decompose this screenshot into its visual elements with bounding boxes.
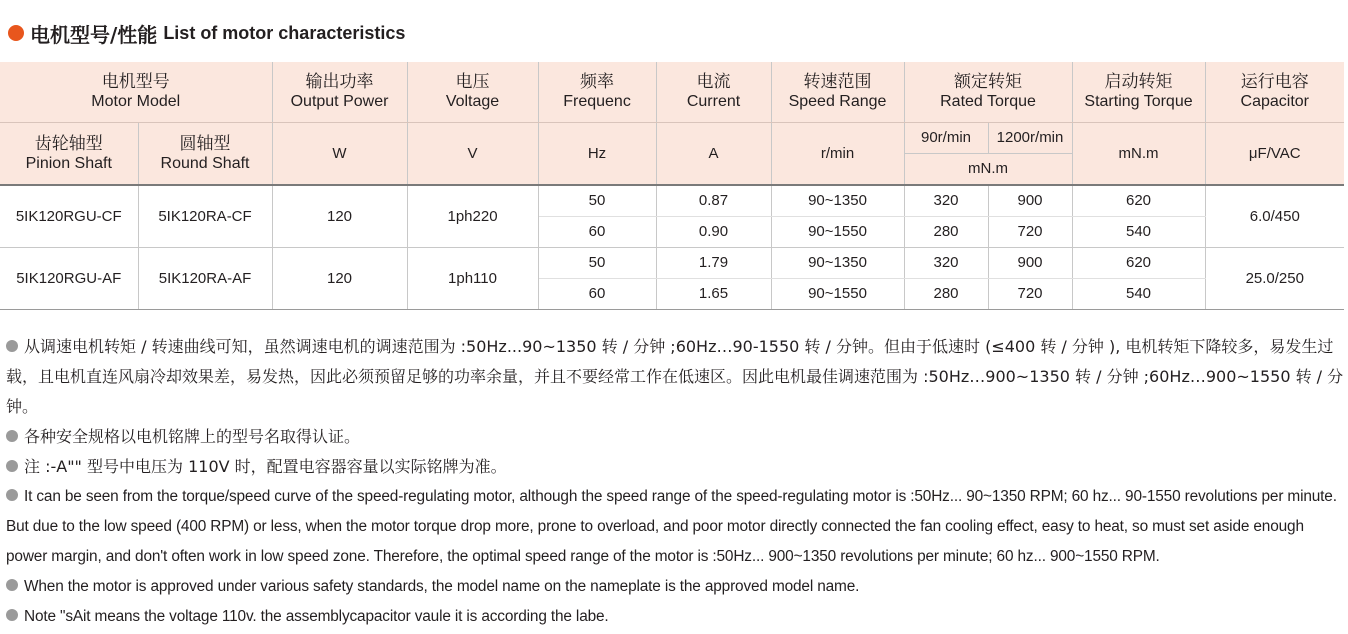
heading-en: List of motor characteristics <box>163 22 406 43</box>
unit-frequency: Hz <box>538 123 656 186</box>
cell-power: 120 <box>272 185 407 248</box>
unit-current: A <box>656 123 771 186</box>
note-en-2: When the motor is approved under various safety standards, the model name on the nameplate is the approved model name. <box>6 572 1346 602</box>
cell-t90: 280 <box>904 279 988 310</box>
cell-speed: 90~1350 <box>771 248 904 279</box>
table-row <box>0 185 1344 217</box>
bullet-icon <box>6 430 18 442</box>
header-rated-torque: 额定转矩 Rated Torque <box>904 62 1072 123</box>
cell-t90: 320 <box>904 248 988 279</box>
header-voltage: 电压 Voltage <box>407 62 538 123</box>
heading-zh: 电机型号/性能 <box>30 22 158 47</box>
unit-starting-torque: mN.m <box>1072 123 1205 186</box>
header-capacitor: 运行电容 Capacitor <box>1205 62 1344 123</box>
cell-pinion: 5IK120RGU-AF <box>0 248 138 310</box>
header-current: 电流 Current <box>656 62 771 123</box>
cell-round: 5IK120RA-AF <box>138 248 272 310</box>
cell-capacitor: 6.0/450 <box>1205 185 1344 248</box>
header-output-power: 输出功率 Output Power <box>272 62 407 123</box>
cell-hz: 60 <box>538 279 656 310</box>
cell-hz: 60 <box>538 217 656 248</box>
bullet-icon <box>6 609 18 621</box>
cell-voltage: 1ph110 <box>407 248 538 310</box>
section-heading <box>8 18 405 48</box>
header-pinion-shaft: 齿轮轴型 Pinion Shaft <box>0 123 138 186</box>
unit-speed: r/min <box>771 123 904 186</box>
unit-voltage: V <box>407 123 538 186</box>
cell-speed: 90~1550 <box>771 279 904 310</box>
header-round-shaft: 圆轴型 Round Shaft <box>138 123 272 186</box>
cell-current: 0.90 <box>656 217 771 248</box>
cell-pinion: 5IK120RGU-CF <box>0 185 138 248</box>
header-frequency: 频率 Frequenc <box>538 62 656 123</box>
cell-t1200: 900 <box>988 185 1072 217</box>
subheader-1200rpm: 1200r/min <box>988 123 1072 154</box>
unit-rated-torque: mN.m <box>904 154 1072 186</box>
cell-speed: 90~1550 <box>771 217 904 248</box>
unit-capacitor: μF/VAC <box>1205 123 1344 186</box>
notes-section <box>6 332 1346 632</box>
note-en-1: It can be seen from the torque/speed curve of the speed-regulating motor, although the speed range of the speed-regulating motor is :50Hz... 90~1350 RPM; 60 hz... 90-1550 revolutions per minute. But due to the low speed (400 RPM) or less, when the motor torque drop more, prone to overload, and poor motor directly connected the fan cooling effect, easy to heat, so must set aside enough power margin, and don't often work in low speed zone. Therefore, the optimal speed range of the motor is :50Hz... 900~1350 revolutions per minute; 60 hz... 900~1550 RPM. <box>6 488 1337 565</box>
cell-t1200: 900 <box>988 248 1072 279</box>
orange-dot-icon <box>8 25 24 41</box>
header-row-2 <box>0 123 1344 154</box>
table-row <box>0 248 1344 279</box>
header-speed-range: 转速范围 Speed Range <box>771 62 904 123</box>
cell-hz: 50 <box>538 248 656 279</box>
cell-power: 120 <box>272 248 407 310</box>
cell-start: 540 <box>1072 279 1205 310</box>
bullet-icon <box>6 579 18 591</box>
cell-voltage: 1ph220 <box>407 185 538 248</box>
cell-speed: 90~1350 <box>771 185 904 217</box>
note-zh-1: 从调速电机转矩 / 转速曲线可知，虽然调速电机的调速范围为 :50Hz...90~1350 转 / 分钟 ;60Hz…90-1550 转 / 分钟。但由于低速时 (≤400 转 / 分钟 ), 电机转矩下降较多，易发生过载，且电机直连风扇冷却效果差，易发热，因此必须预留足够的功率余量，并且不要经常工作在低速区。因此电机最佳调速范围为 :50Hz…900~1350 转 / 分钟 ;60Hz…900~1550 转 / 分钟。 <box>6 337 1344 416</box>
header-row-1 <box>0 62 1344 123</box>
cell-t1200: 720 <box>988 279 1072 310</box>
cell-current: 1.65 <box>656 279 771 310</box>
cell-start: 620 <box>1072 248 1205 279</box>
bullet-icon <box>6 460 18 472</box>
cell-current: 1.79 <box>656 248 771 279</box>
cell-hz: 50 <box>538 185 656 217</box>
note-zh-3: 注 :-A"" 型号中电压为 110V 时，配置电容器容量以实际铭牌为准。 <box>6 452 1346 482</box>
cell-t1200: 720 <box>988 217 1072 248</box>
note-zh-2: 各种安全规格以电机铭牌上的型号名取得认证。 <box>6 422 1346 452</box>
cell-start: 620 <box>1072 185 1205 217</box>
cell-current: 0.87 <box>656 185 771 217</box>
cell-capacitor: 25.0/250 <box>1205 248 1344 310</box>
header-starting-torque: 启动转矩 Starting Torque <box>1072 62 1205 123</box>
note-en-3: Note "sAit means the voltage 110v. the assemblycapacitor vaule it is according the labe. <box>6 602 1346 632</box>
cell-t90: 280 <box>904 217 988 248</box>
motor-spec-table <box>0 62 1344 310</box>
cell-t90: 320 <box>904 185 988 217</box>
subheader-90rpm: 90r/min <box>904 123 988 154</box>
cell-round: 5IK120RA-CF <box>138 185 272 248</box>
cell-start: 540 <box>1072 217 1205 248</box>
bullet-icon <box>6 489 18 501</box>
header-motor-model: 电机型号 Motor Model <box>0 62 272 123</box>
unit-power: W <box>272 123 407 186</box>
bullet-icon <box>6 340 18 352</box>
